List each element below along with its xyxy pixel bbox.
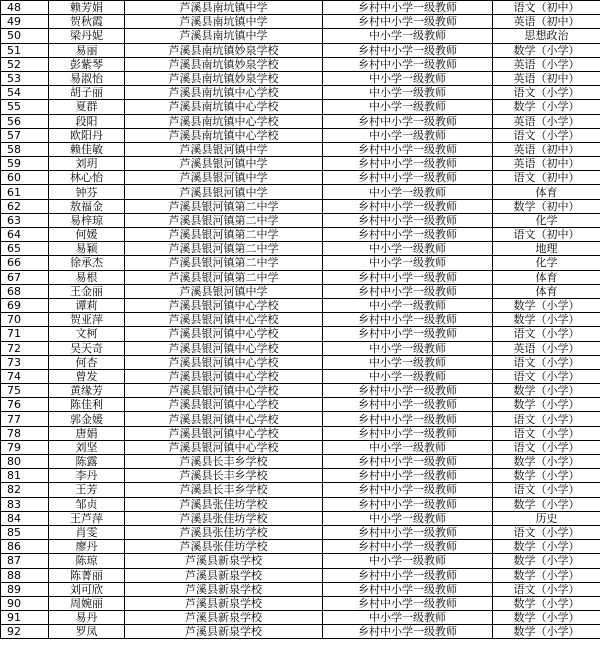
table-row <box>1 341 600 355</box>
table-row <box>1 15 600 29</box>
cell-title[interactable]: 乡村中小学一级教师 <box>323 455 493 469</box>
cell-school[interactable]: 芦溪县张佳坊学校 <box>125 511 323 525</box>
cell-name[interactable]: 唐娟 <box>49 426 125 440</box>
cell-school[interactable]: 芦溪县南坑镇妙泉学校 <box>125 71 323 85</box>
table-row <box>1 355 600 369</box>
cell-school[interactable]: 芦溪县南坑镇妙泉学校 <box>125 43 323 57</box>
cell-title[interactable]: 中小学一级教师 <box>323 185 493 199</box>
cell-title[interactable]: 乡村中小学一级教师 <box>323 398 493 412</box>
cell-name[interactable]: 易根 <box>49 270 125 284</box>
cell-number[interactable]: 65 <box>1 242 49 256</box>
cell-school[interactable]: 芦溪县张佳坊学校 <box>125 497 323 511</box>
cell-school[interactable]: 芦溪县南坑镇中学 <box>125 1 323 15</box>
cell-number[interactable]: 64 <box>1 228 49 242</box>
cell-subject[interactable]: 英语（初中） <box>493 142 600 156</box>
cell-subject[interactable]: 语文（小学） <box>493 128 600 142</box>
cell-school[interactable]: 芦溪县银河镇第二中学 <box>125 199 323 213</box>
cell-number[interactable]: 63 <box>1 213 49 227</box>
cell-name[interactable]: 易颖 <box>49 242 125 256</box>
cell-title[interactable]: 乡村中小学一级教师 <box>323 625 493 639</box>
table-row <box>1 57 600 71</box>
cell-number[interactable]: 71 <box>1 327 49 341</box>
cell-number[interactable]: 55 <box>1 100 49 114</box>
cell-number[interactable]: 82 <box>1 483 49 497</box>
cell-school[interactable]: 芦溪县长丰乡学校 <box>125 483 323 497</box>
cell-subject[interactable]: 英语（小学） <box>493 341 600 355</box>
cell-subject[interactable]: 语文（小学） <box>493 483 600 497</box>
cell-subject[interactable]: 语文（小学） <box>493 327 600 341</box>
cell-number[interactable]: 85 <box>1 525 49 539</box>
cell-number[interactable]: 90 <box>1 596 49 610</box>
cell-name[interactable]: 林心怡 <box>49 171 125 185</box>
table-row <box>1 497 600 511</box>
cell-subject[interactable]: 数学（初中） <box>493 199 600 213</box>
cell-title[interactable]: 乡村中小学一级教师 <box>323 142 493 156</box>
cell-title[interactable]: 乡村中小学一级教师 <box>323 213 493 227</box>
table-row <box>1 412 600 426</box>
cell-number[interactable]: 48 <box>1 1 49 15</box>
cell-school[interactable]: 芦溪县银河镇中学 <box>125 157 323 171</box>
table-row <box>1 398 600 412</box>
cell-number[interactable]: 76 <box>1 398 49 412</box>
cell-school[interactable]: 芦溪县银河镇中学 <box>125 284 323 298</box>
cell-school[interactable]: 芦溪县新泉学校 <box>125 582 323 596</box>
table-row <box>1 284 600 298</box>
cell-title[interactable]: 中小学一级教师 <box>323 554 493 568</box>
cell-title[interactable]: 中小学一级教师 <box>323 86 493 100</box>
cell-number[interactable]: 66 <box>1 256 49 270</box>
cell-number[interactable]: 52 <box>1 57 49 71</box>
cell-school[interactable]: 芦溪县南坑镇中学 <box>125 15 323 29</box>
cell-name[interactable]: 刘可欣 <box>49 582 125 596</box>
table-row <box>1 313 600 327</box>
cell-subject[interactable]: 数学（小学） <box>493 540 600 554</box>
cell-title[interactable]: 乡村中小学一级教师 <box>323 568 493 582</box>
cell-title[interactable]: 乡村中小学一级教师 <box>323 1 493 15</box>
cell-school[interactable]: 芦溪县银河镇第二中学 <box>125 242 323 256</box>
cell-school[interactable]: 芦溪县新泉学校 <box>125 568 323 582</box>
table-row <box>1 611 600 625</box>
cell-name[interactable]: 夏群 <box>49 100 125 114</box>
cell-school[interactable]: 芦溪县银河镇中心学校 <box>125 412 323 426</box>
table-row <box>1 29 600 43</box>
cell-subject[interactable]: 数学（小学） <box>493 313 600 327</box>
cell-number[interactable]: 80 <box>1 455 49 469</box>
cell-title[interactable]: 中小学一级教师 <box>323 355 493 369</box>
cell-subject[interactable]: 语文（小学） <box>493 369 600 383</box>
cell-subject[interactable]: 英语（小学） <box>493 57 600 71</box>
table-row <box>1 199 600 213</box>
cell-number[interactable]: 89 <box>1 582 49 596</box>
cell-number[interactable]: 91 <box>1 611 49 625</box>
cell-name[interactable]: 肖雯 <box>49 525 125 539</box>
cell-title[interactable]: 中小学一级教师 <box>323 611 493 625</box>
cell-title[interactable]: 乡村中小学一级教师 <box>323 57 493 71</box>
cell-name[interactable]: 何杏 <box>49 355 125 369</box>
cell-school[interactable]: 芦溪县银河镇第二中学 <box>125 270 323 284</box>
cell-subject[interactable]: 语文（初中） <box>493 1 600 15</box>
cell-number[interactable]: 77 <box>1 412 49 426</box>
cell-name[interactable]: 彭紫琴 <box>49 57 125 71</box>
cell-subject[interactable]: 语文（小学） <box>493 582 600 596</box>
cell-title[interactable]: 乡村中小学一级教师 <box>323 426 493 440</box>
cell-number[interactable]: 72 <box>1 341 49 355</box>
cell-subject[interactable]: 数学（小学） <box>493 398 600 412</box>
cell-school[interactable]: 芦溪县银河镇中学 <box>125 142 323 156</box>
cell-subject[interactable]: 数学（小学） <box>493 455 600 469</box>
cell-title[interactable]: 乡村中小学一级教师 <box>323 483 493 497</box>
cell-number[interactable]: 60 <box>1 171 49 185</box>
cell-number[interactable]: 73 <box>1 355 49 369</box>
cell-school[interactable]: 芦溪县新泉学校 <box>125 554 323 568</box>
cell-school[interactable]: 芦溪县银河镇第二中学 <box>125 228 323 242</box>
cell-subject[interactable]: 数学（小学） <box>493 554 600 568</box>
cell-name[interactable]: 李丹 <box>49 469 125 483</box>
cell-school[interactable]: 芦溪县银河镇中心学校 <box>125 426 323 440</box>
table-row <box>1 86 600 100</box>
cell-school[interactable]: 芦溪县南坑镇中心学校 <box>125 86 323 100</box>
cell-school[interactable]: 芦溪县银河镇中心学校 <box>125 341 323 355</box>
cell-name[interactable]: 梁丹妮 <box>49 29 125 43</box>
cell-number[interactable]: 67 <box>1 270 49 284</box>
cell-number[interactable]: 61 <box>1 185 49 199</box>
cell-title[interactable]: 乡村中小学一级教师 <box>323 114 493 128</box>
cell-title[interactable]: 乡村中小学一级教师 <box>323 469 493 483</box>
table-row <box>1 43 600 57</box>
cell-name[interactable]: 王芦萍 <box>49 511 125 525</box>
cell-name[interactable]: 胡子丽 <box>49 86 125 100</box>
cell-name[interactable]: 钟芬 <box>49 185 125 199</box>
table-row <box>1 100 600 114</box>
cell-subject[interactable]: 语文（小学） <box>493 86 600 100</box>
table-row <box>1 369 600 383</box>
cell-name[interactable]: 廖丹 <box>49 540 125 554</box>
table-row <box>1 582 600 596</box>
cell-school[interactable]: 芦溪县长丰乡学校 <box>125 469 323 483</box>
cell-subject[interactable]: 化学 <box>493 213 600 227</box>
cell-school[interactable]: 芦溪县银河镇中心学校 <box>125 384 323 398</box>
cell-subject[interactable]: 数学（小学） <box>493 568 600 582</box>
table-row <box>1 625 600 639</box>
cell-subject[interactable]: 思想政治 <box>493 29 600 43</box>
cell-name[interactable]: 邹贞 <box>49 497 125 511</box>
table-row <box>1 242 600 256</box>
cell-number[interactable]: 70 <box>1 313 49 327</box>
cell-number[interactable]: 92 <box>1 625 49 639</box>
cell-school[interactable]: 芦溪县新泉学校 <box>125 611 323 625</box>
cell-title[interactable]: 中小学一级教师 <box>323 440 493 454</box>
cell-school[interactable]: 芦溪县南坑镇中心学校 <box>125 114 323 128</box>
cell-number[interactable]: 78 <box>1 426 49 440</box>
table-row <box>1 171 600 185</box>
cell-title[interactable]: 乡村中小学一级教师 <box>323 525 493 539</box>
cell-school[interactable]: 芦溪县银河镇中心学校 <box>125 327 323 341</box>
cell-title[interactable]: 乡村中小学一级教师 <box>323 199 493 213</box>
cell-school[interactable]: 芦溪县银河镇中心学校 <box>125 355 323 369</box>
table-row <box>1 213 600 227</box>
cell-subject[interactable]: 历史 <box>493 511 600 525</box>
cell-title[interactable]: 乡村中小学一级教师 <box>323 43 493 57</box>
cell-subject[interactable]: 语文（小学） <box>493 426 600 440</box>
cell-school[interactable]: 芦溪县张佳坊学校 <box>125 540 323 554</box>
cell-name[interactable]: 谭莉 <box>49 298 125 312</box>
cell-subject[interactable]: 语文（初中） <box>493 228 600 242</box>
cell-number[interactable]: 83 <box>1 497 49 511</box>
cell-title[interactable]: 中小学一级教师 <box>323 100 493 114</box>
cell-subject[interactable]: 数学（小学） <box>493 596 600 610</box>
cell-title[interactable]: 乡村中小学一级教师 <box>323 313 493 327</box>
cell-number[interactable]: 56 <box>1 114 49 128</box>
cell-number[interactable]: 81 <box>1 469 49 483</box>
cell-name[interactable]: 郭金媛 <box>49 412 125 426</box>
cell-school[interactable]: 芦溪县银河镇中心学校 <box>125 313 323 327</box>
cell-title[interactable]: 中小学一级教师 <box>323 242 493 256</box>
cell-subject[interactable]: 数学（小学） <box>493 497 600 511</box>
cell-school[interactable]: 芦溪县南坑镇妙泉学校 <box>125 57 323 71</box>
cell-number[interactable]: 79 <box>1 440 49 454</box>
cell-school[interactable]: 芦溪县南坑镇中心学校 <box>125 100 323 114</box>
cell-school[interactable]: 芦溪县银河镇第二中学 <box>125 213 323 227</box>
cell-title[interactable]: 中小学一级教师 <box>323 29 493 43</box>
cell-title[interactable]: 乡村中小学一级教师 <box>323 171 493 185</box>
cell-school[interactable]: 芦溪县银河镇中学 <box>125 185 323 199</box>
cell-title[interactable]: 中小学一级教师 <box>323 128 493 142</box>
cell-number[interactable]: 51 <box>1 43 49 57</box>
cell-number[interactable]: 75 <box>1 384 49 398</box>
cell-name[interactable]: 徐承杰 <box>49 256 125 270</box>
cell-title[interactable]: 乡村中小学一级教师 <box>323 270 493 284</box>
cell-number[interactable]: 84 <box>1 511 49 525</box>
cell-subject[interactable]: 化学 <box>493 256 600 270</box>
cell-school[interactable]: 芦溪县新泉学校 <box>125 625 323 639</box>
cell-subject[interactable]: 数学（小学） <box>493 298 600 312</box>
cell-name[interactable]: 陈佳利 <box>49 398 125 412</box>
cell-name[interactable]: 陈琼 <box>49 554 125 568</box>
cell-school[interactable]: 芦溪县新泉学校 <box>125 596 323 610</box>
table-row <box>1 554 600 568</box>
cell-school[interactable]: 芦溪县银河镇中学 <box>125 171 323 185</box>
cell-school[interactable]: 芦溪县银河镇中心学校 <box>125 398 323 412</box>
cell-subject[interactable]: 语文（小学） <box>493 525 600 539</box>
cell-school[interactable]: 芦溪县张佳坊学校 <box>125 525 323 539</box>
cell-name[interactable]: 欧阳丹 <box>49 128 125 142</box>
cell-title[interactable]: 乡村中小学一级教师 <box>323 412 493 426</box>
table-row <box>1 71 600 85</box>
cell-number[interactable]: 57 <box>1 128 49 142</box>
cell-name[interactable]: 段阳 <box>49 114 125 128</box>
cell-number[interactable]: 54 <box>1 86 49 100</box>
cell-title[interactable]: 乡村中小学一级教师 <box>323 15 493 29</box>
cell-name[interactable]: 易丹 <box>49 611 125 625</box>
table-row <box>1 525 600 539</box>
table-row <box>1 568 600 582</box>
table-row <box>1 1 600 15</box>
table-row <box>1 540 600 554</box>
cell-subject[interactable]: 英语（小学） <box>493 114 600 128</box>
cell-name[interactable]: 易淑怡 <box>49 71 125 85</box>
cell-name[interactable]: 王金丽 <box>49 284 125 298</box>
cell-school[interactable]: 芦溪县银河镇中心学校 <box>125 369 323 383</box>
cell-name[interactable]: 何媛 <box>49 228 125 242</box>
cell-subject[interactable]: 语文（初中） <box>493 171 600 185</box>
cell-subject[interactable]: 体育 <box>493 284 600 298</box>
table-row <box>1 256 600 270</box>
cell-subject[interactable]: 数学（小学） <box>493 384 600 398</box>
cell-title[interactable]: 乡村中小学一级教师 <box>323 157 493 171</box>
table-row <box>1 511 600 525</box>
cell-name[interactable]: 曾发 <box>49 369 125 383</box>
cell-number[interactable]: 69 <box>1 298 49 312</box>
cell-title[interactable]: 中小学一级教师 <box>323 71 493 85</box>
cell-name[interactable]: 贺秋霞 <box>49 15 125 29</box>
cell-subject[interactable]: 语文（小学） <box>493 412 600 426</box>
cell-name[interactable]: 文柯 <box>49 327 125 341</box>
cell-subject[interactable]: 语文（小学） <box>493 355 600 369</box>
cell-name[interactable]: 刘玥 <box>49 157 125 171</box>
cell-school[interactable]: 芦溪县银河镇中心学校 <box>125 440 323 454</box>
cell-number[interactable]: 58 <box>1 142 49 156</box>
cell-name[interactable]: 易梓琼 <box>49 213 125 227</box>
table-row <box>1 270 600 284</box>
cell-subject[interactable]: 数学（小学） <box>493 43 600 57</box>
cell-school[interactable]: 芦溪县长丰乡学校 <box>125 455 323 469</box>
cell-subject[interactable]: 地理 <box>493 242 600 256</box>
cell-title[interactable]: 乡村中小学一级教师 <box>323 596 493 610</box>
table-row <box>1 114 600 128</box>
table-row <box>1 483 600 497</box>
cell-number[interactable]: 59 <box>1 157 49 171</box>
cell-title[interactable]: 中小学一级教师 <box>323 256 493 270</box>
cell-name[interactable]: 陈菁丽 <box>49 568 125 582</box>
cell-title[interactable]: 乡村中小学一级教师 <box>323 228 493 242</box>
table-row <box>1 440 600 454</box>
cell-school[interactable]: 芦溪县银河镇中心学校 <box>125 298 323 312</box>
cell-name[interactable]: 敖福金 <box>49 199 125 213</box>
cell-name[interactable]: 黄缘芳 <box>49 384 125 398</box>
table-row <box>1 157 600 171</box>
cell-title[interactable]: 乡村中小学一级教师 <box>323 284 493 298</box>
cell-subject[interactable]: 英语（初中） <box>493 157 600 171</box>
cell-title[interactable]: 中小学一级教师 <box>323 298 493 312</box>
cell-name[interactable]: 易丽 <box>49 43 125 57</box>
cell-name[interactable]: 赖芳娟 <box>49 1 125 15</box>
cell-title[interactable]: 乡村中小学一级教师 <box>323 582 493 596</box>
cell-name[interactable]: 刘坚 <box>49 440 125 454</box>
table-body <box>1 1 600 639</box>
cell-number[interactable]: 50 <box>1 29 49 43</box>
cell-name[interactable]: 罗凤 <box>49 625 125 639</box>
cell-subject[interactable]: 英语（初中） <box>493 71 600 85</box>
cell-subject[interactable]: 数学（小学） <box>493 469 600 483</box>
cell-school[interactable]: 芦溪县南坑镇中学 <box>125 29 323 43</box>
table-row <box>1 298 600 312</box>
cell-number[interactable]: 62 <box>1 199 49 213</box>
cell-name[interactable]: 赖佳敏 <box>49 142 125 156</box>
cell-name[interactable]: 王芳 <box>49 483 125 497</box>
cell-subject[interactable]: 体育 <box>493 185 600 199</box>
cell-school[interactable]: 芦溪县南坑镇中心学校 <box>125 128 323 142</box>
table-row <box>1 142 600 156</box>
cell-name[interactable]: 吴天奇 <box>49 341 125 355</box>
table-row <box>1 455 600 469</box>
cell-title[interactable]: 乡村中小学一级教师 <box>323 497 493 511</box>
cell-number[interactable]: 74 <box>1 369 49 383</box>
cell-subject[interactable]: 语文（小学） <box>493 440 600 454</box>
cell-number[interactable]: 53 <box>1 71 49 85</box>
cell-name[interactable]: 贺亚萍 <box>49 313 125 327</box>
cell-number[interactable]: 88 <box>1 568 49 582</box>
table-row <box>1 228 600 242</box>
table-row <box>1 128 600 142</box>
table-row <box>1 426 600 440</box>
table-row <box>1 185 600 199</box>
cell-number[interactable]: 49 <box>1 15 49 29</box>
cell-subject[interactable]: 数学（小学） <box>493 100 600 114</box>
cell-title[interactable]: 中小学一级教师 <box>323 511 493 525</box>
cell-number[interactable]: 86 <box>1 540 49 554</box>
cell-title[interactable]: 乡村中小学一级教师 <box>323 327 493 341</box>
cell-title[interactable]: 中小学一级教师 <box>323 341 493 355</box>
table-row <box>1 596 600 610</box>
cell-name[interactable]: 周婉丽 <box>49 596 125 610</box>
cell-subject[interactable]: 数学（小学） <box>493 611 600 625</box>
cell-title[interactable]: 乡村中小学一级教师 <box>323 384 493 398</box>
cell-subject[interactable]: 体育 <box>493 270 600 284</box>
table-row <box>1 384 600 398</box>
table-row <box>1 327 600 341</box>
cell-number[interactable]: 68 <box>1 284 49 298</box>
cell-school[interactable]: 芦溪县银河镇第二中学 <box>125 256 323 270</box>
cell-title[interactable]: 中小学一级教师 <box>323 369 493 383</box>
cell-name[interactable]: 陈露 <box>49 455 125 469</box>
cell-subject[interactable]: 英语（初中） <box>493 15 600 29</box>
table-row <box>1 469 600 483</box>
cell-subject[interactable]: 数学（小学） <box>493 625 600 639</box>
cell-number[interactable]: 87 <box>1 554 49 568</box>
cell-title[interactable]: 乡村中小学一级教师 <box>323 540 493 554</box>
